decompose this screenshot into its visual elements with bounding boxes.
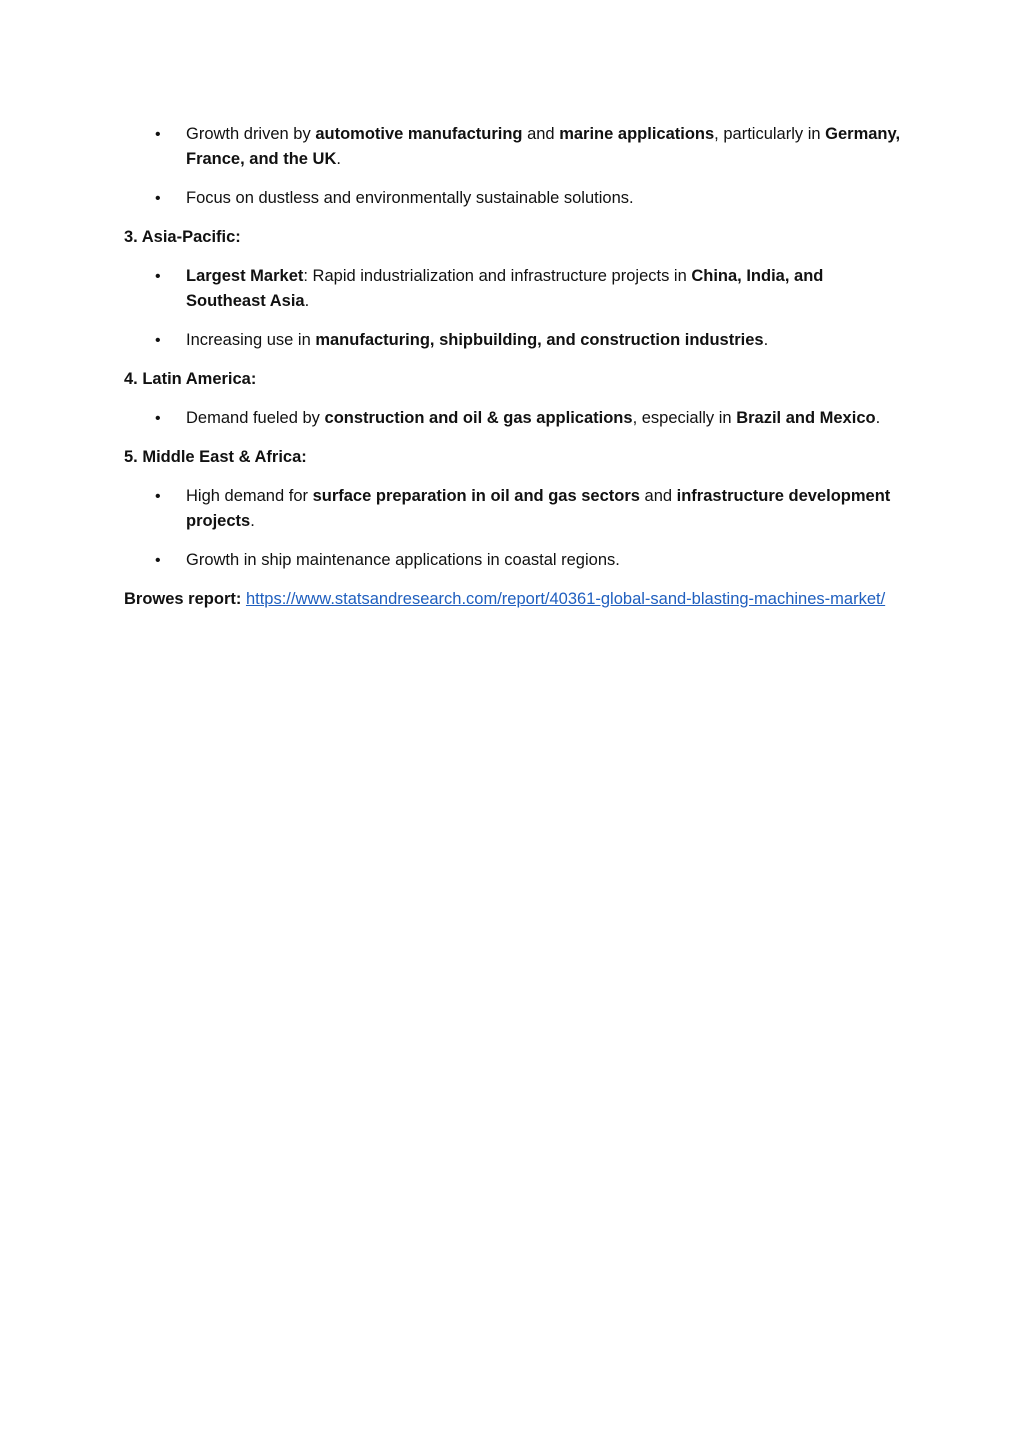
bullet-icon: • bbox=[155, 126, 161, 143]
bullet-icon: • bbox=[155, 552, 161, 569]
list-item: • Increasing use in manufacturing, shipbuilding, and construction industries. bbox=[124, 328, 904, 353]
bullet-icon: • bbox=[155, 268, 161, 285]
document-body bbox=[124, 122, 904, 612]
report-label: Browes report: bbox=[124, 590, 242, 608]
bullet-icon: • bbox=[155, 190, 161, 207]
list-item: • Largest Market: Rapid industrialization and infrastructure projects in China, India, and Southeast Asia. bbox=[124, 264, 904, 314]
middle-east-africa-list bbox=[124, 484, 904, 573]
report-line bbox=[124, 587, 904, 612]
bullet-icon: • bbox=[155, 410, 161, 427]
list-item: • Growth in ship maintenance applications in coastal regions. bbox=[124, 548, 904, 573]
list-item: • Focus on dustless and environmentally sustainable solutions. bbox=[124, 186, 904, 211]
report-link[interactable]: https://www.statsandresearch.com/report/40361-global-sand-blasting-machines-market/ bbox=[245, 590, 886, 608]
europe-list bbox=[124, 122, 904, 211]
bullet-icon: • bbox=[155, 488, 161, 505]
asia-pacific-list bbox=[124, 264, 904, 353]
section-heading-latin-america: 4. Latin America: bbox=[124, 370, 257, 388]
section-heading-middle-east-africa: 5. Middle East & Africa: bbox=[124, 448, 307, 466]
list-item: • Growth driven by automotive manufacturing and marine applications, particularly in Germany, France, and the UK. bbox=[124, 122, 904, 172]
bullet-icon: • bbox=[155, 332, 161, 349]
list-item: • High demand for surface preparation in oil and gas sectors and infrastructure development projects. bbox=[124, 484, 904, 534]
list-item: • Demand fueled by construction and oil & gas applications, especially in Brazil and Mexico. bbox=[124, 406, 904, 431]
latin-america-list bbox=[124, 406, 904, 431]
section-heading-asia-pacific: 3. Asia-Pacific: bbox=[124, 228, 241, 246]
